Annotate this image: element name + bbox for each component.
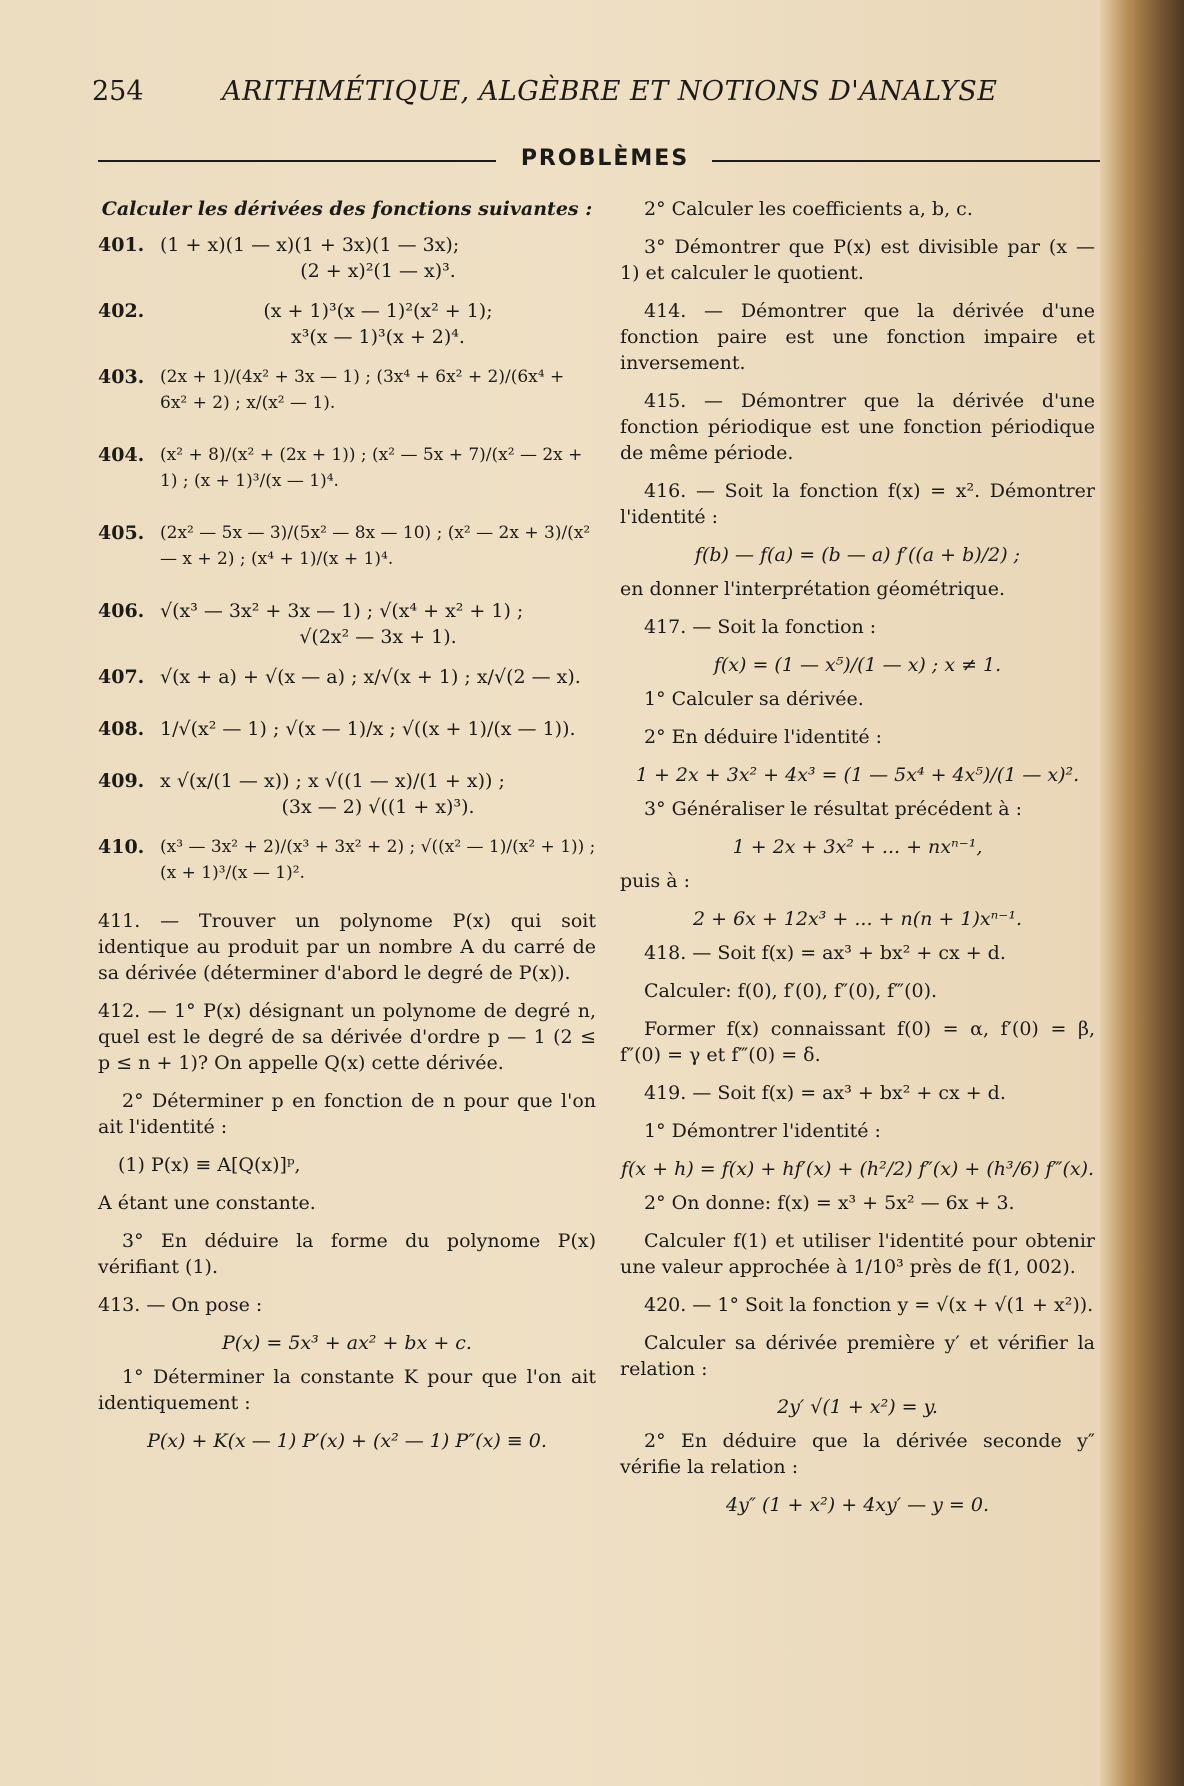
problem-419-equation: f(x + h) = f(x) + hf′(x) + (h²/2) f″(x) + (h³/6) f‴(x). [620,1158,1095,1180]
right-column [620,196,1095,1526]
left-column [98,196,596,1462]
intro-text: Calculer les dérivées des fonctions suivantes : [101,198,593,220]
formula-line: √(2x² — 3x + 1). [299,626,457,648]
formula-line: x³(x — 1)³(x + 2)⁴. [291,326,465,348]
formula-line: (x + 1)³(x — 1)²(x² + 1); [263,300,493,322]
page-number: 254 [92,76,144,107]
problem-418-form: Former f(x) connaissant f(0) = α, f′(0) = β, f″(0) = γ et f‴(0) = δ. [620,1018,1095,1066]
problem-417-then: puis à : [620,870,691,892]
formula-line: (1 + x)(1 — x)(1 + 3x)(1 — 3x); [160,234,460,256]
problem-413-equation2: P(x) + K(x — 1) P′(x) + (x² — 1) P″(x) ≡ 0. [147,1430,547,1452]
problem-number: 407. [98,666,145,688]
problem-412-part2-end: A étant une constante. [98,1192,316,1214]
problem-413-part2: 2° Calculer les coefficients a, b, c. [644,198,973,220]
problem-419-part1: 1° Démontrer l'identité : [644,1120,881,1142]
section-rule-left [98,160,496,162]
formula-line: √(x + a) + √(x — a) ; x/√(x + 1) ; x/√(2 — x). [160,666,581,688]
formula-line: x √(x/(1 — x)) ; x √((1 — x)/(1 + x)) ; [160,770,505,792]
running-title: ARITHMÉTIQUE, ALGÈBRE ET NOTIONS D'ANALYSE [222,76,998,107]
section-title: PROBLÈMES [520,146,690,171]
problem-number: 410. [98,836,145,858]
problem-420: 420. — 1° Soit la fonction y = √(x + √(1 + x²)). [644,1294,1094,1316]
problem-406 [98,598,596,650]
problem-404 [98,442,596,494]
problem-number: 406. [98,600,145,622]
problem-411: 411. — Trouver un polynome P(x) qui soit identique au produit par un nombre A du carré de sa dérivée (déterminer d'abord le degré de P(x)). [98,910,596,984]
problem-419-part2: 2° On donne: f(x) = x³ + 5x² — 6x + 3. [644,1192,1015,1214]
problem-419-calc: Calculer f(1) et utiliser l'identité pour obtenir une valeur approchée à 1/10³ près de f(1, 002). [620,1230,1095,1278]
problem-420-part1: Calculer sa dérivée première y′ et vérifier la relation : [620,1332,1095,1380]
problem-number: 408. [98,718,145,740]
problem-417-equation3: 1 + 2x + 3x² + ... + nxⁿ⁻¹, [732,836,983,858]
problem-402 [98,298,596,350]
problem-409 [98,768,596,820]
formula-line: (x² + 8)/(x² + (2x + 1)) ; (x² — 5x + 7)/(x² — 2x + 1) ; (x + 1)³/(x — 1)⁴. [160,445,583,491]
page-header [92,72,1012,112]
problem-417-part3: 3° Généraliser le résultat précédent à : [644,798,1023,820]
formula-line: (3x — 2) √((1 + x)³). [281,796,475,818]
problem-419: 419. — Soit f(x) = ax³ + bx² + cx + d. [644,1082,1006,1104]
formula-line: (2 + x)²(1 — x)³. [300,260,456,282]
problem-413-equation: P(x) = 5x³ + ax² + bx + c. [222,1332,472,1354]
formula-line: √(x³ — 3x² + 3x — 1) ; √(x⁴ + x² + 1) ; [160,600,524,622]
problem-number: 404. [98,444,145,466]
problem-412-part2: 2° Déterminer p en fonction de n pour que l'on ait l'identité : [98,1090,596,1138]
problem-407 [98,664,596,690]
problem-420-equation: 2y′ √(1 + x²) = y. [777,1396,938,1418]
problem-412-part1: 412. — 1° P(x) désignant un polynome de degré n, quel est le degré de sa dérivée d'ordre p — 1 (2 ≤ p ≤ n + 1)? On appelle Q(x) cette dérivée. [98,1000,596,1074]
problem-416: 416. — Soit la fonction f(x) = x². Démontrer l'identité : [620,480,1095,528]
problem-417-equation: f(x) = (1 — x⁵)/(1 — x) ; x ≠ 1. [713,654,1002,676]
problem-410 [98,834,596,886]
problem-number: 409. [98,770,145,792]
problem-403 [98,364,596,416]
problem-number: 401. [98,234,145,256]
problem-420-equation2: 4y″ (1 + x²) + 4xy′ — y = 0. [726,1494,989,1516]
problem-412-equation: (1) P(x) ≡ A[Q(x)]ᵖ, [118,1154,301,1176]
problem-number: 403. [98,366,145,388]
formula-line: (2x² — 5x — 3)/(5x² — 8x — 10) ; (x² — 2x + 3)/(x² — x + 2) ; (x⁴ + 1)/(x + 1)⁴. [160,523,591,569]
problem-416-equation: f(b) — f(a) = (b — a) f′((a + b)/2) ; [694,544,1021,566]
problem-415: 415. — Démontrer que la dérivée d'une fonction périodique est une fonction périodique de même période. [620,390,1095,464]
problem-420-part2: 2° En déduire que la dérivée seconde y″ vérifie la relation : [620,1430,1095,1478]
problem-401 [98,232,596,284]
problem-number: 402. [98,300,145,322]
problem-405 [98,520,596,572]
formula-line: (x³ — 3x² + 2)/(x³ + 3x² + 2) ; √((x² — 1)/(x² + 1)) ; (x + 1)³/(x — 1)². [160,837,596,883]
problem-408 [98,716,596,742]
formula-line: (2x + 1)/(4x² + 3x — 1) ; (3x⁴ + 6x² + 2)/(6x⁴ + 6x² + 2) ; x/(x² — 1). [160,367,565,413]
problem-414: 414. — Démontrer que la dérivée d'une fonction paire est une fonction impaire et inversement. [620,300,1095,374]
problem-418-calc: Calculer: f(0), f′(0), f″(0), f‴(0). [644,980,938,1002]
section-rule-right [712,160,1100,162]
problem-413-part1: 1° Déterminer la constante K pour que l'on ait identiquement : [98,1366,596,1414]
problem-number: 405. [98,522,145,544]
problem-417: 417. — Soit la fonction : [644,616,877,638]
problem-418: 418. — Soit f(x) = ax³ + bx² + cx + d. [644,942,1006,964]
page-edge-shadow [1100,0,1184,1786]
formula-line: 1/√(x² — 1) ; √(x — 1)/x ; √((x + 1)/(x — 1)). [160,718,576,740]
problem-417-part1: 1° Calculer sa dérivée. [644,688,864,710]
problem-413-part3: 3° Démontrer que P(x) est divisible par (x — 1) et calculer le quotient. [620,236,1095,284]
problem-417-equation4: 2 + 6x + 12x³ + ... + n(n + 1)xⁿ⁻¹. [692,908,1022,930]
problem-417-equation2: 1 + 2x + 3x² + 4x³ = (1 — 5x⁴ + 4x⁵)/(1 — x)². [635,764,1080,786]
problem-417-part2: 2° En déduire l'identité : [644,726,883,748]
problem-413-intro: 413. — On pose : [98,1294,263,1316]
problem-416-end: en donner l'interprétation géométrique. [620,578,1006,600]
problem-412-part3: 3° En déduire la forme du polynome P(x) vérifiant (1). [98,1230,596,1278]
